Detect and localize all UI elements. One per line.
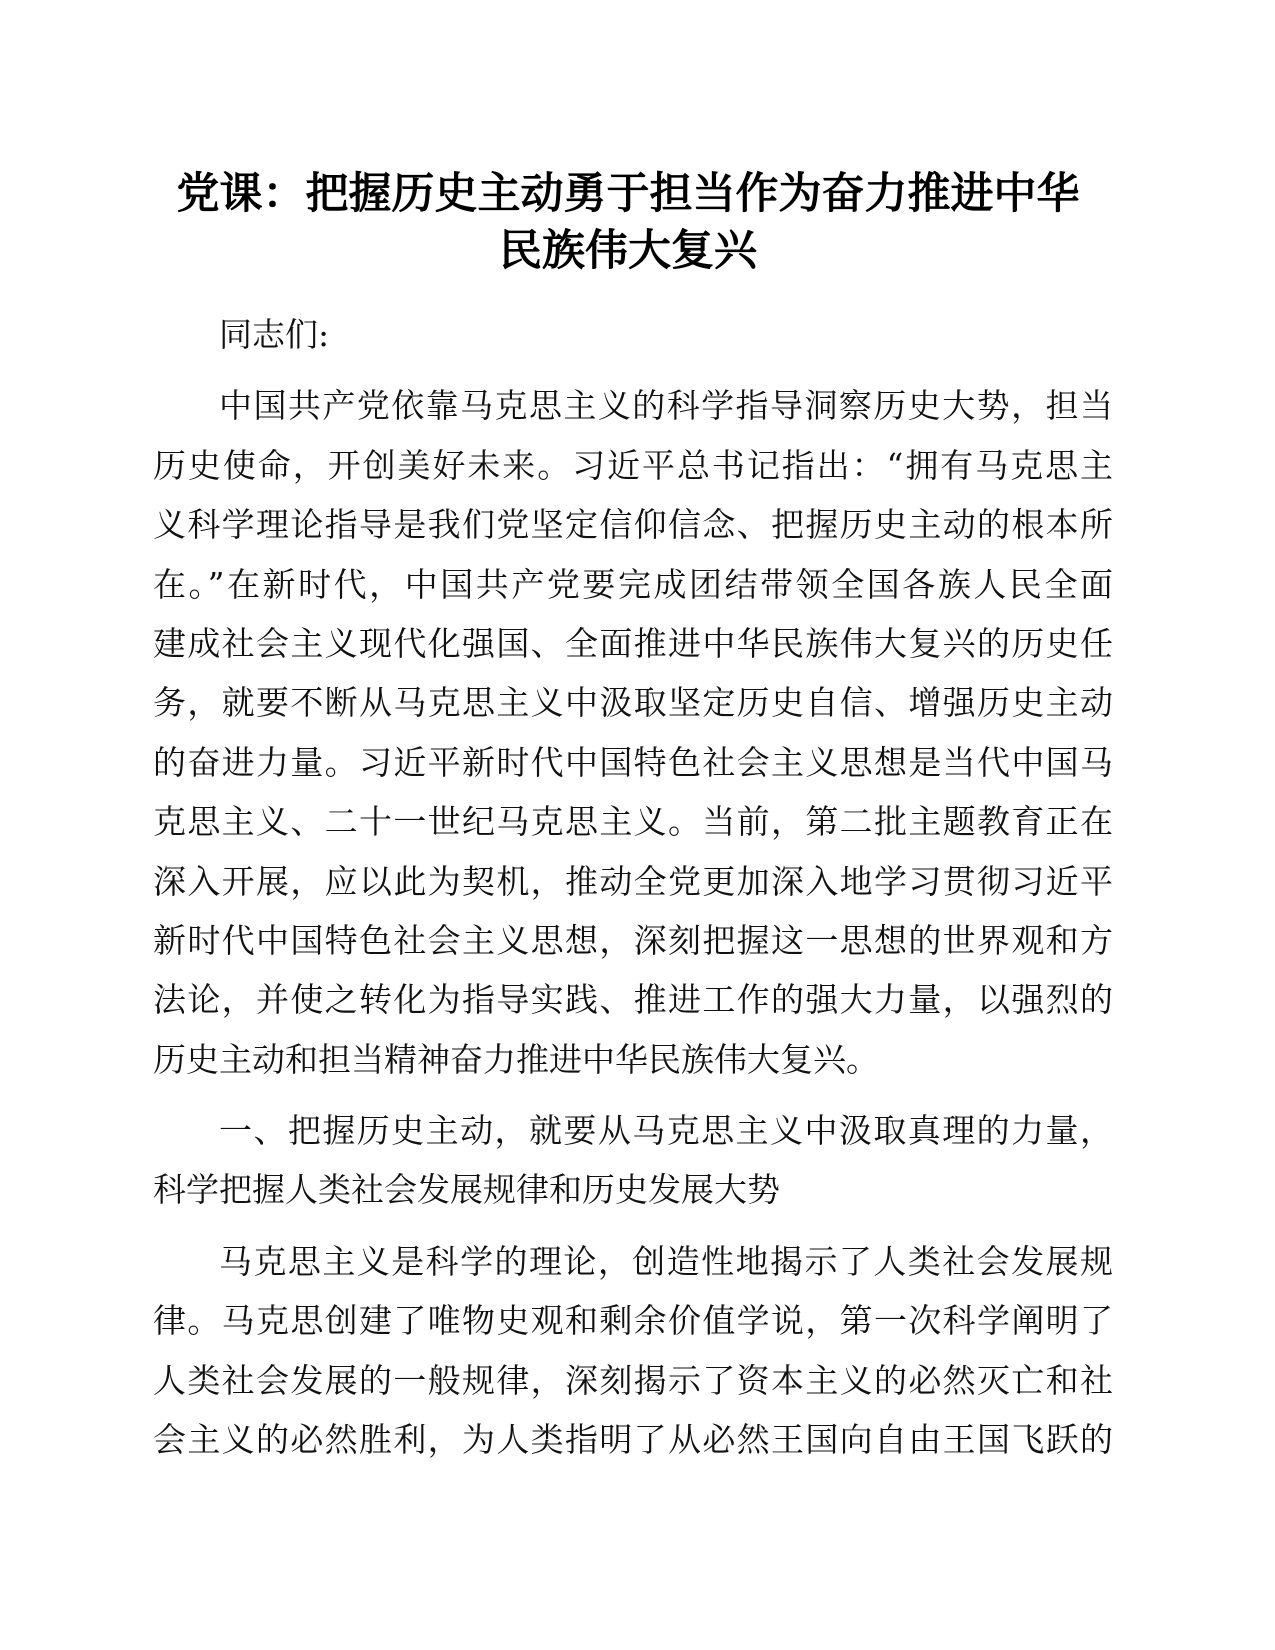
paragraph-marxism	[153, 1232, 1113, 1470]
section-heading-1	[153, 1101, 1113, 1220]
paragraph-line: 人类社会发展的一般规律，深刻揭示了资本主义的必然灭亡和社	[153, 1360, 1113, 1400]
document-body	[153, 305, 1113, 1469]
paragraph-line: 在。”在新时代，中国共产党要完成团结带领全国各族人民全面	[153, 564, 1113, 604]
greeting	[153, 305, 1113, 364]
paragraph-line: 历史使命，开创美好未来。习近平总书记指出：“拥有马克思主	[153, 445, 1113, 485]
paragraph-line: 中国共产党依靠马克思主义的科学指导洞察历史大势，担当	[219, 386, 1113, 426]
paragraph-line: 律。马克思创建了唯物史观和剩余价值学说，第一次科学阐明了	[153, 1301, 1113, 1341]
paragraph-line: 义科学理论指导是我们党坚定信仰信念、把握历史主动的根本所	[153, 505, 1113, 545]
greeting-line: 同志们:	[219, 315, 330, 354]
heading-line: 科学把握人类社会发展规律和历史发展大势	[153, 1170, 780, 1210]
paragraph-intro	[153, 376, 1113, 1089]
paragraph-line: 务，就要不断从马克思主义中汲取坚定历史自信、增强历史主动	[153, 683, 1113, 723]
paragraph-line: 法论，并使之转化为指导实践、推进工作的强大力量，以强烈的	[153, 980, 1113, 1020]
paragraph-line: 马克思主义是科学的理论，创造性地揭示了人类社会发展规	[219, 1241, 1113, 1281]
title-line: 党课：把握历史主动勇于担当作为奋力推进中华	[176, 169, 1080, 219]
paragraph-line: 的奋进力量。习近平新时代中国特色社会主义思想是当代中国马	[153, 742, 1113, 782]
title-line: 民族伟大复兴	[499, 226, 757, 276]
paragraph-line: 建成社会主义现代化强国、全面推进中华民族伟大复兴的历史任	[153, 623, 1113, 663]
document-title	[148, 166, 1108, 280]
paragraph-line: 克思主义、二十一世纪马克思主义。当前，第二批主题教育正在	[153, 802, 1113, 842]
paragraph-line: 会主义的必然胜利，为人类指明了从必然王国向自由王国飞跃的	[153, 1420, 1113, 1460]
heading-line: 一、把握历史主动，就要从马克思主义中汲取真理的力量，	[219, 1111, 1113, 1151]
paragraph-line: 新时代中国特色社会主义思想，深刻把握这一思想的世界观和方	[153, 920, 1113, 960]
paragraph-line: 深入开展，应以此为契机，推动全党更加深入地学习贯彻习近平	[153, 861, 1113, 901]
paragraph-line: 历史主动和担当精神奋力推进中华民族伟大复兴。	[153, 1039, 879, 1079]
